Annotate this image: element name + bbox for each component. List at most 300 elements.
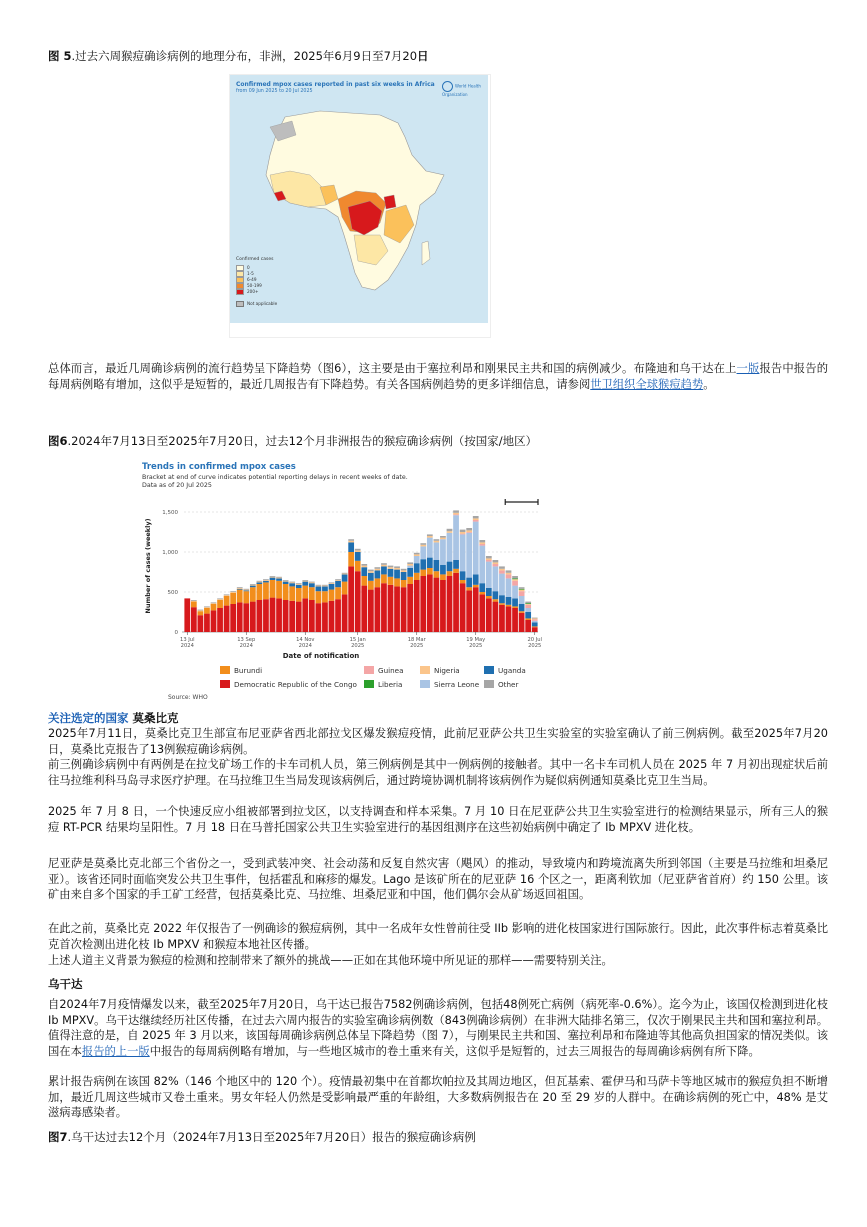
bar-segment — [348, 566, 354, 632]
bar-segment — [414, 563, 420, 573]
bar-segment — [427, 574, 433, 632]
bar-segment — [381, 574, 387, 583]
bar-segment — [519, 589, 525, 590]
bar-segment — [283, 581, 289, 582]
bar-segment — [453, 569, 459, 573]
bar-segment — [434, 539, 440, 541]
bar-segment — [211, 604, 217, 610]
bar-segment — [322, 585, 328, 586]
bar-segment — [335, 580, 341, 581]
chart-legend-swatch — [484, 680, 494, 688]
bar-segment — [289, 583, 295, 586]
bar-segment — [283, 582, 289, 584]
bar-segment — [381, 565, 387, 567]
map-legend-label: 0 — [247, 265, 250, 270]
bar-segment — [420, 570, 426, 576]
bar-segment — [427, 538, 433, 558]
bar-segment — [302, 580, 308, 581]
bar-segment — [270, 576, 276, 577]
bar-segment — [473, 522, 479, 575]
bar-segment — [381, 563, 387, 565]
bar-segment — [375, 578, 381, 587]
bar-segment — [512, 581, 518, 586]
bar-segment — [329, 590, 335, 601]
bar-segment — [348, 542, 354, 552]
map-legend-swatch — [236, 289, 244, 295]
bar-segment — [460, 534, 466, 535]
bar-segment — [329, 583, 335, 584]
bar-segment — [329, 601, 335, 632]
bar-segment — [479, 546, 485, 584]
bar-segment — [211, 602, 217, 603]
bar-segment — [276, 598, 282, 632]
bar-segment — [460, 583, 466, 632]
bar-segment — [250, 584, 256, 585]
bar-segment — [257, 582, 263, 583]
bar-segment — [302, 581, 308, 582]
bar-segment — [414, 554, 420, 556]
bar-segment — [532, 621, 538, 623]
bar-segment — [512, 608, 518, 632]
bar-segment — [460, 571, 466, 580]
bar-segment — [427, 568, 433, 574]
who-global-trends-link[interactable]: 世卫组织全球猴痘趋势 — [590, 377, 704, 391]
bar-segment — [191, 601, 197, 602]
bar-segment — [198, 615, 204, 632]
bar-segment — [243, 590, 249, 591]
bar-segment — [466, 590, 472, 632]
bar-segment — [401, 570, 407, 572]
figure-5-caption: 图 5.过去六周猴痘确诊病例的地理分布，非洲，2025年6月9日至7月20日 — [48, 49, 429, 63]
y-tick-label: 0 — [174, 630, 178, 636]
bar-segment — [407, 566, 413, 568]
bar-segment — [532, 627, 538, 632]
bar-segment — [270, 578, 276, 580]
bar-segment — [296, 602, 302, 632]
bar-segment — [525, 608, 531, 612]
mozambique-paragraph-1: 2025年7月11日，莫桑比克卫生部宣布尼亚萨省西北部拉戈区爆发猴痘疫情，此前尼亚萨公共卫生实验室的实验室确认了前三例病例。截至2025年7月20日，莫桑比克报告了13例猴痘确诊病例。 — [48, 727, 828, 756]
bar-segment — [217, 608, 223, 632]
bar-segment — [204, 606, 210, 607]
bar-segment — [217, 598, 223, 599]
bar-segment — [447, 533, 453, 562]
bar-segment — [440, 580, 446, 632]
chart-legend-label: Uganda — [498, 666, 526, 675]
bar-segment — [532, 618, 538, 619]
bar-segment — [486, 558, 492, 560]
bar-segment — [289, 601, 295, 632]
bar-segment — [276, 581, 282, 599]
bar-segment — [473, 585, 479, 587]
chart-legend-label: Democratic Republic of the Congo — [234, 680, 357, 689]
globe-icon — [442, 81, 453, 92]
map-subtitle: from 09 Jun 2025 to 20 Jul 2025 — [236, 89, 313, 94]
bar-segment — [184, 598, 190, 632]
bar-segment — [289, 586, 295, 600]
bar-segment — [250, 587, 256, 601]
bar-segment — [316, 585, 322, 586]
chart-legend-swatch — [220, 666, 230, 674]
bar-segment — [506, 605, 512, 607]
bar-segment — [342, 574, 348, 575]
bar-segment — [506, 574, 512, 578]
y-tick-label: 1,500 — [162, 510, 178, 516]
bar-segment — [519, 611, 525, 613]
bar-segment — [401, 569, 407, 571]
x-tick-label: 20 Jul — [527, 637, 542, 643]
bar-segment — [296, 584, 302, 585]
bar-segment — [512, 579, 518, 581]
bar-segment — [237, 588, 243, 589]
bar-segment — [401, 572, 407, 580]
bar-segment — [519, 590, 525, 592]
bar-segment — [329, 582, 335, 583]
bar-segment — [217, 600, 223, 608]
bar-segment — [427, 534, 433, 536]
bar-segment — [466, 533, 472, 578]
chart-legend-swatch — [364, 680, 374, 688]
bar-segment — [525, 603, 531, 604]
who-logo: World Health Organization — [442, 81, 484, 97]
bar-segment — [368, 570, 374, 572]
bar-segment — [486, 598, 492, 632]
bar-segment — [493, 599, 499, 601]
bar-segment — [250, 586, 256, 588]
bar-segment — [499, 574, 505, 596]
map-legend-title: Confirmed cases — [236, 257, 274, 262]
bar-segment — [466, 530, 472, 532]
bar-segment — [532, 618, 538, 619]
bar-segment — [243, 589, 249, 590]
bar-segment — [506, 606, 512, 632]
x-tick-label: 2025 — [410, 643, 424, 649]
bar-segment — [283, 600, 289, 632]
bar-segment — [335, 581, 341, 587]
bar-segment — [493, 562, 499, 564]
y-axis-label: Number of cases (weekly) — [144, 518, 152, 614]
bar-segment — [250, 602, 256, 632]
map-legend-label: 200+ — [247, 289, 259, 294]
bar-segment — [519, 596, 525, 604]
bar-segment — [224, 595, 230, 596]
bar-segment — [473, 516, 479, 518]
bar-segment — [401, 587, 407, 632]
bar-segment — [198, 610, 204, 611]
map-legend-item — [236, 289, 259, 295]
bar-segment — [329, 584, 335, 590]
bar-segment — [525, 618, 531, 620]
bar-segment — [519, 613, 525, 632]
bar-segment — [243, 603, 249, 632]
bar-segment — [473, 574, 479, 584]
bar-segment — [375, 587, 381, 632]
bar-segment — [420, 546, 426, 559]
bar-segment — [434, 578, 440, 632]
bar-segment — [361, 564, 367, 566]
chart-legend-label: Sierra Leone — [434, 680, 480, 689]
bar-segment — [361, 576, 367, 586]
bar-segment — [211, 610, 217, 632]
previous-edition-link[interactable]: 一版 — [736, 362, 760, 375]
bar-segment — [414, 556, 420, 563]
chart-legend-item — [420, 666, 460, 675]
x-tick-label: 2025 — [351, 643, 365, 649]
bar-segment — [224, 606, 230, 632]
bar-segment — [473, 520, 479, 522]
bar-segment — [276, 578, 282, 580]
bar-segment — [263, 581, 269, 583]
bar-segment — [466, 532, 472, 533]
figure-6-caption: 图6.2024年7月13日至2025年7月20日，过去12个月非洲报告的猴痘确诊病例（按国家/地区） — [48, 434, 538, 448]
chart-legend-item — [364, 666, 404, 675]
bar-segment — [368, 571, 374, 573]
bar-segment — [479, 544, 485, 546]
bar-segment — [296, 588, 302, 602]
bar-segment — [316, 586, 322, 591]
bar-segment — [276, 578, 282, 579]
bar-segment — [388, 569, 394, 577]
bar-segment — [283, 584, 289, 600]
bar-segment — [237, 589, 243, 590]
bar-segment — [342, 574, 348, 581]
chart-legend-swatch — [420, 680, 430, 688]
bar-segment — [512, 586, 518, 599]
x-tick-label: 2025 — [528, 643, 542, 649]
bar-segment — [499, 595, 505, 603]
bar-segment — [479, 594, 485, 632]
map-legend-label: 6-49 — [247, 277, 257, 282]
bar-segment — [519, 591, 525, 596]
bar-segment — [460, 534, 466, 571]
bar-segment — [388, 577, 394, 585]
x-tick-label: 2024 — [180, 643, 194, 649]
bar-segment — [243, 590, 249, 591]
bar-segment — [532, 619, 538, 621]
bar-segment — [453, 560, 459, 569]
x-tick-label: 19 May — [466, 637, 486, 643]
map-legend-label: 50-199 — [247, 283, 262, 288]
x-tick-label: 15 Jan — [349, 637, 366, 643]
bar-segment — [224, 596, 230, 606]
bar-segment — [434, 542, 440, 560]
uganda-paragraph-1: 自2024年7月疫情爆发以来，截至2025年7月20日，乌干达已报告7582例确诊病例，包括48例死亡病例（病死率-0.6%）。迄今为止，该国仅检测到进化枝 Ib MPXV。乌干达继续经历社区传播，在过去六周内报告的实验室确诊病例数（843例确诊病例）在非洲大陆排名第三，仅次于刚果民主共和国和塞拉利昂。值得注意的是，自 2025 年 3 月以来，该国每周确诊病例总体呈下降趋势（图 7），与刚果民主共和国、塞拉利昂和布隆迪等其他高负担国家的情况类似。该国在本报告的上一版中报告的每周病例略有增加，与一些地区城市的卷土重来有关，这似乎是短暂的，过去三周报告的每周确诊病例有所下降。 — [48, 998, 828, 1058]
bar-segment — [486, 556, 492, 558]
bar-segment — [211, 603, 217, 604]
chart-legend-label: Other — [498, 680, 519, 689]
x-axis-label: Date of notification — [282, 652, 360, 660]
bar-segment — [525, 612, 531, 618]
bar-segment — [453, 513, 459, 515]
bar-segment — [512, 578, 518, 579]
bar-segment — [230, 593, 236, 604]
bar-segment — [355, 550, 361, 552]
bar-segment — [486, 596, 492, 598]
bar-segment — [270, 577, 276, 578]
bar-segment — [447, 529, 453, 531]
bar-segment — [479, 592, 485, 594]
bar-segment — [407, 584, 413, 632]
na-swatch — [236, 301, 244, 307]
bar-segment — [270, 598, 276, 632]
bar-segment — [506, 573, 512, 575]
chart-legend-swatch — [420, 666, 430, 674]
bar-segment — [394, 568, 400, 570]
bar-segment — [499, 603, 505, 605]
bar-segment — [230, 591, 236, 592]
y-tick-label: 500 — [167, 590, 178, 596]
bar-segment — [519, 587, 525, 589]
bar-segment — [335, 579, 341, 580]
y-tick-label: 1,000 — [162, 550, 178, 556]
x-tick-label: 2024 — [239, 643, 253, 649]
bar-segment — [506, 597, 512, 605]
bar-segment — [512, 606, 518, 608]
bar-segment — [453, 510, 459, 512]
bar-segment — [440, 536, 446, 538]
bar-segment — [479, 540, 485, 542]
map-legend-na: Not applicable — [236, 301, 277, 307]
bar-segment — [381, 583, 387, 632]
bar-segment — [512, 576, 518, 578]
bar-segment — [355, 549, 361, 551]
x-tick-label: 2024 — [298, 643, 312, 649]
bar-segment — [525, 620, 531, 632]
bar-segment — [191, 600, 197, 601]
bar-segment — [394, 578, 400, 586]
bar-segment — [414, 553, 420, 555]
bar-segment — [257, 582, 263, 584]
bar-segment — [375, 569, 381, 571]
bar-segment — [322, 586, 328, 591]
bar-segment — [204, 614, 210, 632]
bar-segment — [296, 583, 302, 584]
bar-segment — [493, 564, 499, 566]
map-title: Confirmed mpox cases reported in past six weeks in Africa — [236, 81, 435, 88]
bar-segment — [237, 602, 243, 632]
map-legend-label: 1-5 — [247, 271, 254, 276]
bar-segment — [388, 566, 394, 568]
chart-legend-swatch — [364, 666, 374, 674]
bar-segment — [375, 570, 381, 578]
bar-segment — [493, 591, 499, 599]
bar-segment — [204, 608, 210, 614]
bar-segment — [309, 587, 315, 600]
bar-segment — [263, 579, 269, 580]
bar-segment — [414, 580, 420, 632]
uganda-heading: 乌干达 — [48, 977, 83, 991]
bar-segment — [263, 599, 269, 632]
bar-segment — [453, 514, 459, 515]
chart-plot — [138, 490, 558, 660]
bar-segment — [368, 581, 374, 590]
bar-segment — [427, 558, 433, 568]
bar-segment — [289, 582, 295, 583]
chart-source: Source: WHO — [168, 694, 208, 701]
bar-segment — [257, 600, 263, 632]
bar-segment — [493, 560, 499, 562]
bar-segment — [198, 611, 204, 615]
bar-segment — [263, 580, 269, 581]
bar-segment — [322, 586, 328, 587]
bar-segment — [460, 532, 466, 534]
bar-segment — [473, 587, 479, 632]
bar-segment — [276, 577, 282, 578]
bar-segment — [355, 552, 361, 561]
bar-segment — [217, 599, 223, 600]
previous-report-link[interactable]: 报告的上一版 — [81, 1044, 150, 1058]
chart-legend-item — [364, 680, 402, 689]
bar-segment — [486, 560, 492, 562]
bar-segment — [230, 604, 236, 632]
bar-segment — [420, 545, 426, 547]
bar-segment — [368, 573, 374, 581]
bar-segment — [486, 562, 492, 588]
bar-segment — [230, 592, 236, 593]
bar-segment — [486, 588, 492, 596]
bar-segment — [525, 602, 531, 604]
bar-segment — [499, 566, 505, 568]
madagascar — [422, 241, 430, 265]
bar-segment — [407, 568, 413, 577]
bar-segment — [473, 518, 479, 520]
x-tick-label: 13 Jul — [180, 637, 195, 643]
bar-segment — [479, 583, 485, 592]
bar-segment — [368, 590, 374, 632]
x-tick-label: 14 Nov — [296, 637, 315, 643]
bar-segment — [250, 585, 256, 586]
bar-segment — [355, 561, 361, 571]
bar-segment — [191, 602, 197, 608]
bar-segment — [361, 567, 367, 576]
bar-segment — [309, 582, 315, 583]
bar-segment — [243, 591, 249, 603]
mozambique-paragraph-2: 前三例确诊病例中有两例是在拉戈矿场工作的卡车司机人员，第三例病例是其中一例病例的接触者。其中一名卡车司机人员在 2025 年 7 月初出现症状后前往马拉维利科马岛寻求医疗护理。在马拉维卫生当局发现该病例后，通过跨境协调机制将该病例作为疑似病例通知莫桑比克卫生当局。 — [48, 758, 828, 787]
bar-segment — [263, 582, 269, 599]
bar-segment — [407, 577, 413, 584]
bar-segment — [466, 578, 472, 588]
mozambique-paragraph-4: 尼亚萨是莫桑比克北部三个省份之一，受到武装冲突、社会动荡和反复自然灾害（飓风）的推动，导致境内和跨境流离失所到邻国（主要是马拉维和坦桑尼亚）。该省还同时面临突发公共卫生事件，包括霍乱和麻疹的爆发。Lago 是该矿所在的尼亚萨 16 个区之一，距离利钦加（尼亚萨省首府）约 150 公里。该矿由来自多个国家的手工矿工经营，包括莫桑比克、马拉维、坦桑尼亚和中国，他们偶尔会从矿场返回祖国。 — [48, 857, 828, 901]
bar-segment — [342, 573, 348, 574]
bar-segment — [460, 580, 466, 583]
bar-segment — [427, 536, 433, 538]
mozambique-paragraph-6: 上述人道主义背景为猴痘的检测和控制带来了额外的挑战——正如在其他环境中所见证的那样——需要特别关注。 — [48, 954, 613, 967]
bar-segment — [447, 576, 453, 632]
x-tick-label: 13 Sep — [237, 637, 256, 643]
bar-segment — [302, 582, 308, 586]
bar-segment — [394, 566, 400, 568]
overview-paragraph: 总体而言，最近几周确诊病例的流行趋势呈下降趋势（图6），这主要是由于塞拉利昂和刚果民主共和国的病例减少。布隆迪和乌干达在上一版报告中报告的每周病例略有增加，这似乎是短暂的，最近几周报告有下降趋势。有关各国病例趋势的更多详细信息，请参阅世卫组织全球猴痘趋势。 — [48, 362, 828, 391]
bar-segment — [348, 539, 354, 541]
bar-segment — [237, 587, 243, 588]
bar-segment — [434, 560, 440, 571]
bar-segment — [407, 562, 413, 564]
bar-segment — [460, 530, 466, 532]
bar-segment — [296, 585, 302, 588]
bar-segment — [401, 580, 407, 587]
figure-7-caption: 图7.乌干达过去12个月（2024年7月13日至2025年7月20日）报告的猴痘确诊病例 — [48, 1130, 476, 1144]
bar-segment — [191, 607, 197, 632]
bar-segment — [525, 605, 531, 608]
chart-legend-item — [420, 680, 479, 689]
bar-segment — [394, 570, 400, 579]
chart-legend-item — [220, 666, 262, 675]
chart-legend-swatch — [484, 666, 494, 674]
bar-segment — [420, 559, 426, 569]
bar-segment — [453, 573, 459, 632]
bar-segment — [407, 564, 413, 566]
bar-segment — [257, 581, 263, 582]
africa-map-shape — [230, 75, 488, 323]
